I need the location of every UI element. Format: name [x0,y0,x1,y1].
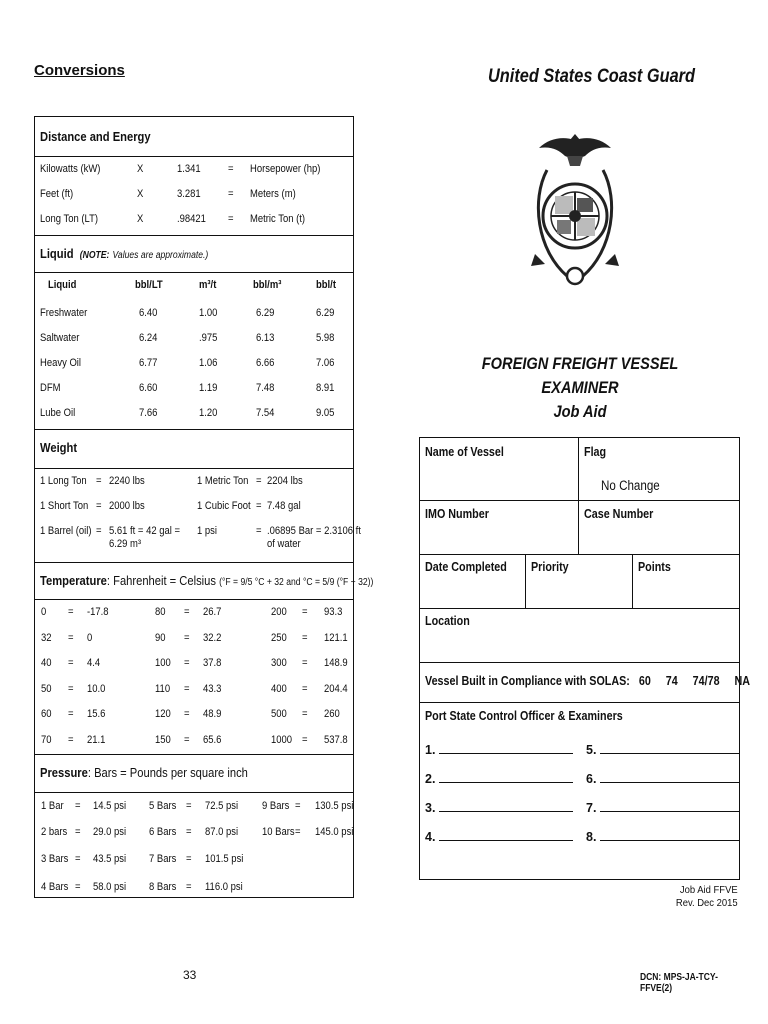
column-header: bbl/m³ [253,279,282,291]
fahrenheit-value: 32 [41,631,52,644]
coast-guard-seal [527,130,623,290]
distance-heading: Distance and Energy [40,129,151,144]
equals: = [75,826,81,838]
liquid-name: Freshwater [40,307,88,319]
equals: = [96,525,102,537]
equals: = [228,163,234,175]
signature-line[interactable] [600,800,740,812]
value: 6.24 [139,332,158,344]
bars-value: 4 Bars [41,881,69,893]
equals: = [295,826,301,838]
flag-value[interactable]: No Change [601,478,660,493]
equals: = [228,213,234,225]
factor: 3.281 [177,188,201,200]
psi-value: 116.0 psi [205,881,243,893]
value: .975 [199,332,218,344]
unit-value: 6.29 m³ [109,538,142,550]
slot-number: 3. [425,801,436,815]
officer-slot[interactable] [425,771,573,786]
equals: = [302,682,308,695]
value: 1.00 [199,307,218,319]
celsius-value: 37.8 [203,657,222,669]
unit-to: Metric Ton (t) [250,213,306,225]
celsius-value: 537.8 [324,733,348,746]
psi-value: 145.0 psi [315,826,354,838]
value: 1.06 [199,357,218,369]
vessel-form [419,437,751,880]
fahrenheit-value: 70 [41,733,52,746]
celsius-value: 48.9 [203,708,222,720]
unit-label: 1 Short Ton [40,500,89,512]
equals: = [184,631,190,644]
celsius-value: 260 [324,708,340,720]
value: 6.29 [256,307,275,319]
equals: = [184,708,190,720]
fahrenheit-value: 500 [271,708,287,720]
revision-label: Rev. Dec 2015 [676,897,738,909]
equals: = [186,826,192,838]
conversions-table [34,116,374,898]
unit-label: 1 Cubic Foot [197,500,251,512]
unit-value: 5.61 ft = 42 gal = [109,525,181,537]
slot-number: 1. [425,743,436,757]
case-number-label: Case Number [584,507,654,521]
psi-value: 87.0 psi [205,826,239,838]
fahrenheit-value: 100 [155,657,171,669]
equals: = [256,500,262,512]
fahrenheit-value: 80 [155,606,166,618]
psi-value: 130.5 psi [315,800,354,812]
equals: = [68,631,74,644]
fahrenheit-value: 300 [271,657,287,669]
officers-label: Port State Control Officer & Examiners [425,709,623,723]
location-label: Location [425,614,470,628]
officer-slot[interactable] [425,829,573,844]
celsius-value: 21.1 [87,733,106,746]
fahrenheit-value: 1000 [271,733,293,746]
celsius-value: 32.2 [203,631,222,644]
job-aid-label: Job Aid FFVE [680,884,738,896]
officer-slot[interactable] [586,800,740,815]
psi-value: 14.5 psi [93,800,127,812]
equals: = [68,606,74,618]
equals: = [68,708,74,720]
equals: = [96,500,102,512]
page-number: 33 [183,968,197,982]
imo-number-label: IMO Number [425,507,489,521]
solas-option[interactable]: NA [734,674,751,688]
celsius-value: 26.7 [203,606,222,618]
liquid-name: Lube Oil [40,407,76,419]
equals: = [302,631,308,644]
officer-slot[interactable] [586,771,740,786]
fahrenheit-value: 110 [155,682,171,695]
bars-value: 10 Bars [262,826,295,838]
value: 6.13 [256,332,275,344]
signature-line[interactable] [439,742,573,754]
slot-number: 4. [425,830,436,844]
celsius-value: 204.4 [324,682,348,695]
value: 6.29 [316,307,335,319]
liquid-name: Saltwater [40,332,80,344]
equals: = [68,682,74,695]
celsius-value: -17.8 [87,606,109,618]
conversions-title: Conversions [34,62,125,79]
officer-slot[interactable] [586,742,740,757]
unit-value: 2000 lbs [109,500,145,512]
factor: 1.341 [177,163,201,175]
value: 8.91 [316,382,335,394]
slot-number: 5. [586,743,597,757]
column-header: m³/t [199,279,217,291]
operator: X [137,188,144,200]
unit-label: 1 psi [197,525,217,537]
celsius-value: 148.9 [324,657,348,669]
unit-to: Meters (m) [250,188,296,200]
equals: = [302,708,308,720]
bars-value: 9 Bars [262,800,290,812]
celsius-value: 10.0 [87,682,106,695]
equals: = [256,475,262,487]
celsius-value: 43.3 [203,682,222,695]
fahrenheit-value: 120 [155,708,171,720]
bars-value: 2 bars [41,826,68,838]
celsius-value: 15.6 [87,708,106,720]
fahrenheit-value: 60 [41,708,52,720]
title-line-1: FOREIGN FREIGHT VESSEL EXAMINER [481,354,679,397]
value: 7.48 [256,382,275,394]
column-header: bbl/LT [135,279,163,291]
equals: = [186,800,192,812]
unit-to: Horsepower (hp) [250,163,321,175]
unit-label: 1 Long Ton [40,475,87,487]
celsius-value: 4.4 [87,657,101,669]
signature-line[interactable] [600,742,740,754]
temperature-heading: Temperature: Fahrenheit = Celsius (°F = 9/5 °C + 32 and °C = 5/9 (°F − 32)) [40,573,374,588]
dcn-code: DCN: MPS-JA-TCY-FFVE(2) [640,972,718,994]
solas-option[interactable]: 74/78 [692,674,720,688]
value: 7.06 [316,357,335,369]
fahrenheit-value: 150 [155,733,171,746]
unit-label: 1 Metric Ton [197,475,249,487]
solas-label: Vessel Built in Compliance with SOLAS: [425,674,630,688]
fahrenheit-value: 400 [271,682,287,695]
bars-value: 3 Bars [41,853,69,865]
fahrenheit-value: 0 [41,606,47,618]
slot-number: 8. [586,830,597,844]
priority-label: Priority [531,560,569,574]
liquid-name: Heavy Oil [40,357,82,369]
signature-line[interactable] [439,800,573,812]
slot-number: 6. [586,772,597,786]
equals: = [68,657,74,669]
officer-slot[interactable] [425,800,573,815]
psi-value: 101.5 psi [205,853,244,865]
fahrenheit-value: 90 [155,631,166,644]
points-label: Points [638,560,671,574]
value: 1.19 [199,382,218,394]
value: 5.98 [316,332,335,344]
solas-option[interactable]: 60 [638,674,651,688]
equals: = [302,606,308,618]
column-header: Liquid [48,279,77,291]
equals: = [184,606,190,618]
column-header: bbl/t [316,279,336,291]
value: 6.77 [139,357,158,369]
unit-from: Kilowatts (kW) [40,163,101,175]
unit-value: 2240 lbs [109,475,145,487]
psi-value: 29.0 psi [93,826,127,838]
factor: .98421 [177,213,206,225]
slot-number: 2. [425,772,436,786]
vessel-name-label: Name of Vessel [425,445,504,459]
value: 6.40 [139,307,158,319]
equals: = [256,525,262,537]
equals: = [75,853,81,865]
value: 6.60 [139,382,158,394]
title-line-2: Job Aid [553,402,607,421]
bars-value: 8 Bars [149,881,177,893]
equals: = [302,657,308,669]
unit-value: .06895 Bar = 2.3106 ft [267,525,361,537]
equals: = [184,657,190,669]
equals: = [295,800,301,812]
value: 9.05 [316,407,335,419]
celsius-value: 121.1 [324,631,348,644]
equals: = [96,475,102,487]
equals: = [228,188,234,200]
equals: = [68,733,74,746]
equals: = [186,881,192,893]
signature-line[interactable] [439,829,573,841]
celsius-value: 93.3 [324,606,343,618]
equals: = [75,800,81,812]
signature-line[interactable] [439,771,573,783]
equals: = [75,881,81,893]
unit-from: Feet (ft) [40,188,74,200]
psi-value: 72.5 psi [205,800,239,812]
document-title [420,352,740,424]
weight-heading: Weight [40,440,78,455]
officer-slot[interactable] [425,742,573,757]
bars-value: 6 Bars [149,826,177,838]
unit-label: 1 Barrel (oil) [40,525,92,537]
bars-value: 7 Bars [149,853,177,865]
equals: = [184,733,190,746]
equals: = [186,853,192,865]
solas-option[interactable]: 74 [665,674,678,688]
unit-value: 2204 lbs [267,475,303,487]
slot-number: 7. [586,801,597,815]
fahrenheit-value: 250 [271,631,287,644]
fahrenheit-value: 40 [41,657,52,669]
value: 7.66 [139,407,158,419]
signature-line[interactable] [600,771,740,783]
equals: = [302,733,308,746]
organization-name: United States Coast Guard [488,66,696,87]
celsius-value: 0 [87,631,93,644]
liquid-heading: Liquid (NOTE: Values are approximate.) [40,246,209,261]
value: 7.54 [256,407,275,419]
bars-value: 1 Bar [41,800,64,812]
operator: X [137,213,144,225]
liquid-name: DFM [40,382,61,394]
job-aid-revision [676,884,738,910]
solas-compliance [425,674,750,688]
fahrenheit-value: 200 [271,606,287,618]
value: 6.66 [256,357,275,369]
operator: X [137,163,144,175]
flag-label: Flag [584,445,607,459]
equals: = [184,682,190,695]
psi-value: 43.5 psi [93,853,127,865]
date-completed-label: Date Completed [425,560,507,574]
fahrenheit-value: 50 [41,682,52,695]
signature-line[interactable] [600,829,740,841]
officer-slot[interactable] [586,829,740,844]
value: 1.20 [199,407,218,419]
unit-value: of water [267,538,301,550]
pressure-heading: Pressure: Bars = Pounds per square inch [40,765,248,780]
unit-from: Long Ton (LT) [40,213,99,225]
unit-value: 7.48 gal [267,500,301,512]
psi-value: 58.0 psi [93,881,127,893]
celsius-value: 65.6 [203,733,222,746]
bars-value: 5 Bars [149,800,177,812]
